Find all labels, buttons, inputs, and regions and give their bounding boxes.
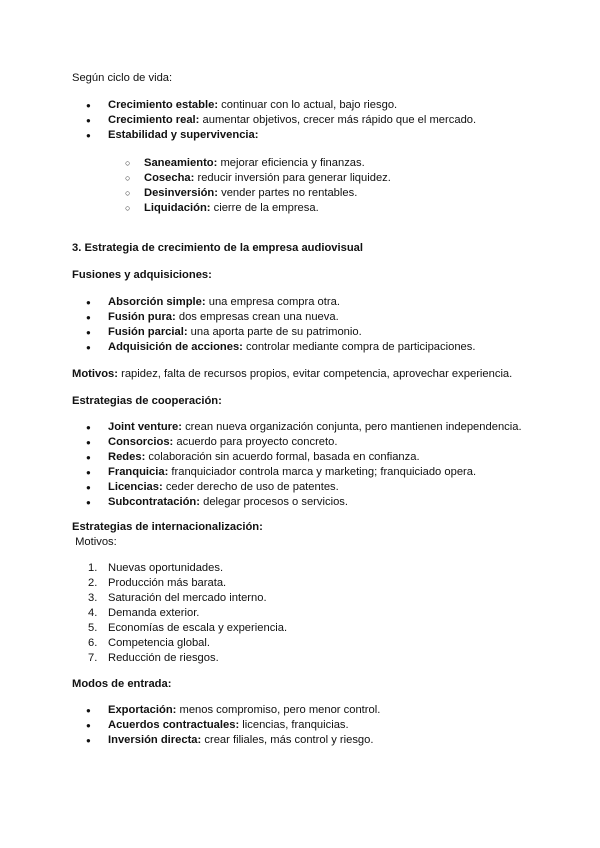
internacionalizacion-list [72,561,560,666]
modos-heading: Modos de entrada: [72,678,172,690]
list-item: ● Subcontratación: delegar procesos o servicios. [72,495,560,510]
list-item: 6. Competencia global. [88,637,210,649]
section-title: 3. Estrategia de crecimiento de la empresa audiovisual [72,242,363,254]
list-item: ● Crecimiento estable: continuar con lo actual, bajo riesgo. [72,98,560,113]
intro-text: Según ciclo de vida: [72,72,173,84]
list-item: ● Estabilidad y supervivencia: [72,128,560,143]
cooperacion-list [72,420,560,510]
fusiones-heading: Fusiones y adquisiciones: [72,269,212,281]
list-item: ○ Saneamiento: mejorar eficiencia y finanzas. [72,156,560,171]
internacionalizacion-motivos-label: Motivos: [72,536,117,548]
survival-sublist [72,156,560,216]
motivos-paragraph: Motivos: rapidez, falta de recursos propios, evitar competencia, aprovechar experiencia. [72,368,513,380]
list-item: ● Adquisición de acciones: controlar mediante compra de participaciones. [72,340,560,355]
list-item: ○ Liquidación: cierre de la empresa. [72,201,560,216]
list-item: ● Redes: colaboración sin acuerdo formal, basada en confianza. [72,450,560,465]
list-item: 2. Producción más barata. [88,577,227,589]
list-item: ● Exportación: menos compromiso, pero menor control. [72,703,560,718]
internacionalizacion-heading: Estrategias de internacionalización: [72,521,263,533]
cooperacion-heading: Estrategias de cooperación: [72,395,222,407]
list-item: 7. Reducción de riesgos. [88,652,219,664]
list-item: ● Consorcios: acuerdo para proyecto concreto. [72,435,560,450]
list-item: 3. Saturación del mercado interno. [88,592,267,604]
list-item: ● Franquicia: franquiciador controla marca y marketing; franquiciado opera. [72,465,560,480]
list-item: ○ Cosecha: reducir inversión para generar liquidez. [72,171,560,186]
list-item: ● Fusión pura: dos empresas crean una nueva. [72,310,560,325]
list-item: ● Absorción simple: una empresa compra otra. [72,295,560,310]
list-item: ● Acuerdos contractuales: licencias, franquicias. [72,718,560,733]
list-item: ● Inversión directa: crear filiales, más control y riesgo. [72,733,560,748]
list-item: 5. Economías de escala y experiencia. [88,622,288,634]
list-item: ○ Desinversión: vender partes no rentables. [72,186,560,201]
lifecycle-list [72,98,560,143]
list-item: 4. Demanda exterior. [88,607,200,619]
list-item: ● Joint venture: crean nueva organización conjunta, pero mantienen independencia. [72,420,560,435]
list-item: ● Licencias: ceder derecho de uso de patentes. [72,480,560,495]
fusiones-list [72,295,560,355]
list-item: ● Crecimiento real: aumentar objetivos, crecer más rápido que el mercado. [72,113,560,128]
list-item: ● Fusión parcial: una aporta parte de su patrimonio. [72,325,560,340]
list-item: 1. Nuevas oportunidades. [88,562,224,574]
modos-list [72,703,560,748]
